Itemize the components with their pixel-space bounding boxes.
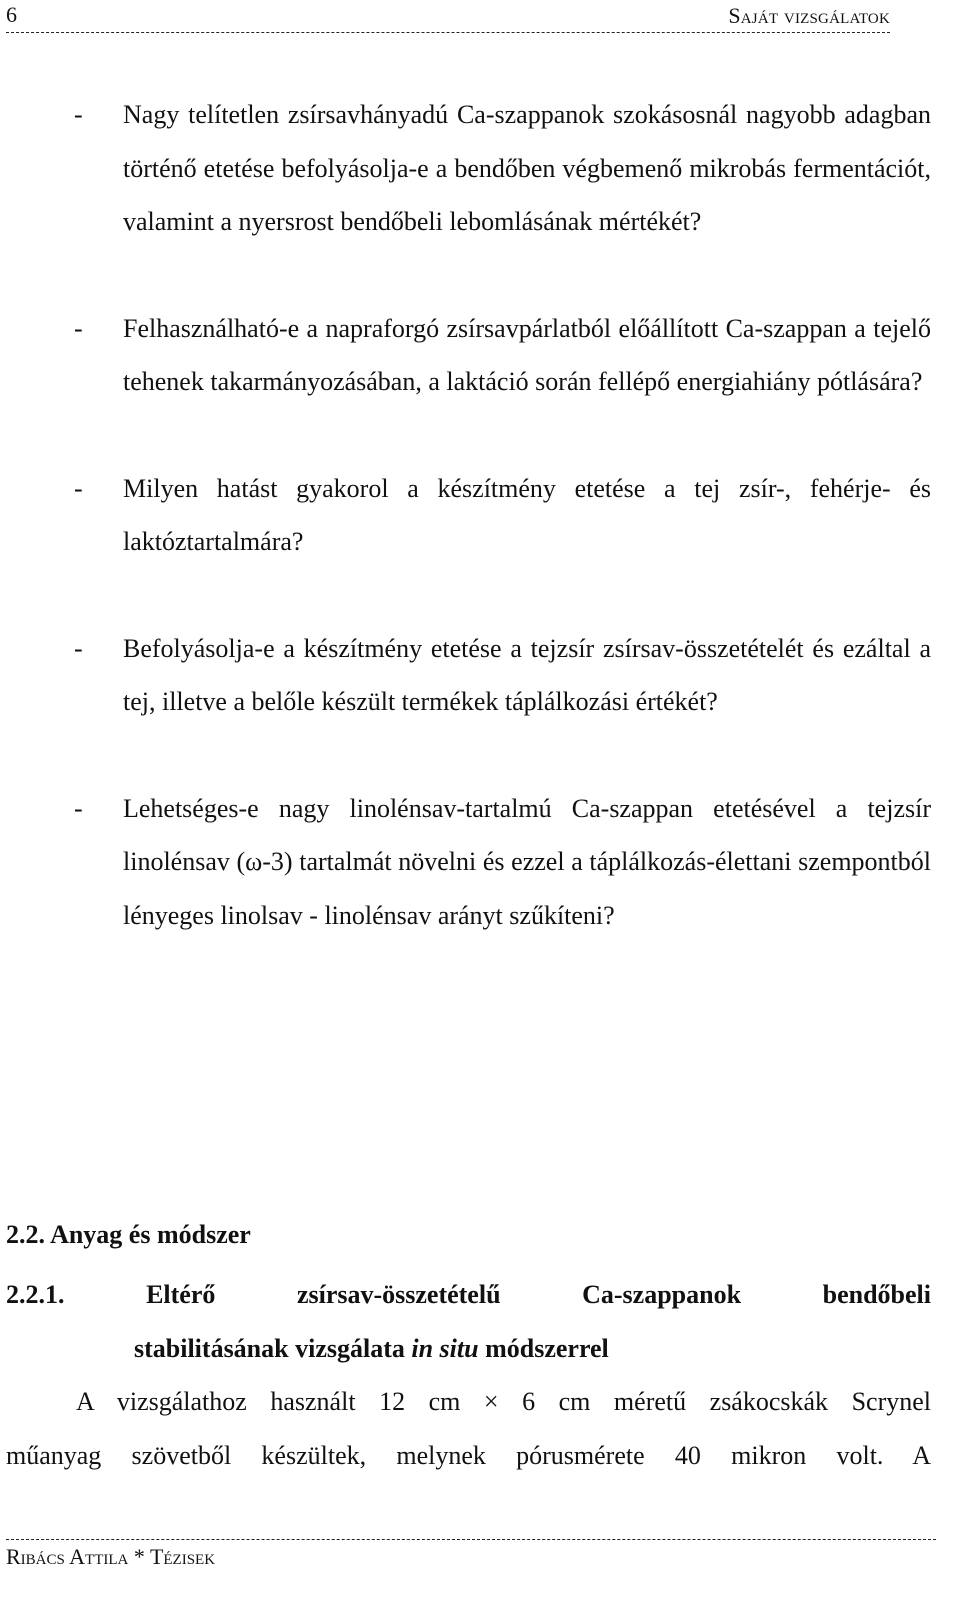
subsection-heading-line-1	[6, 1268, 931, 1322]
page-header	[6, 0, 890, 30]
page-footer: Ribács Attila * Tézisek	[6, 1544, 216, 1569]
research-questions-list	[0, 88, 960, 995]
list-bullet: -	[74, 793, 83, 823]
list-item	[74, 622, 931, 729]
list-item-text: Felhasználható-e a napraforgó zsírsavpárlatból előállított Ca-szappan a tejelő tehenek takarmányozásában, a laktáció során fellépő energiahiány pótlására?	[123, 313, 931, 396]
list-bullet: -	[74, 633, 83, 663]
subsection-text: stabilitásának vizsgálata	[134, 1333, 412, 1363]
body-paragraph	[6, 1375, 931, 1482]
list-item-text: Milyen hatást gyakorol a készítmény etetése a tej zsír-, fehérje- és laktóztartalmára?	[123, 473, 931, 556]
list-item	[74, 302, 931, 409]
subsection-heading	[6, 1268, 931, 1375]
list-item	[74, 782, 931, 943]
list-item	[74, 462, 931, 569]
footer-rule	[6, 1539, 936, 1540]
subsection-word: Ca-szappanok	[582, 1280, 742, 1309]
subsection-text: módszerrel	[478, 1333, 609, 1363]
subsection-word: zsírsav-összetételű	[296, 1280, 501, 1309]
subsection-number: 2.2.1.	[6, 1280, 65, 1309]
list-bullet: -	[74, 473, 83, 503]
list-item	[74, 88, 931, 249]
section-heading: 2.2. Anyag és módszer	[6, 1220, 251, 1249]
list-bullet: -	[74, 100, 83, 129]
list-item-text: Befolyásolja-e a készítmény etetése a tejzsír zsírsav-összetételét és ezáltal a tej, illetve a belőle készült termékek táplálkozási értékét?	[123, 633, 931, 716]
paragraph-line: műanyag szövetből készültek, melynek pórusmérete 40 mikron volt. A	[6, 1440, 931, 1470]
list-item-text: Lehetséges-e nagy linolénsav-tartalmú Ca-szappan etetésével a tejzsír linolénsav (ω-3) tartalmát növelni és ezzel a táplálkozás-élettani szempontból lényeges linolsav - linolénsav arányt szűkíteni?	[123, 793, 931, 930]
list-bullet: -	[74, 313, 83, 343]
running-title: Saját vizsgálatok	[728, 3, 890, 28]
list-item-text: Nagy telítetlen zsírsavhányadú Ca-szappanok szokásosnál nagyobb adagban történő etetése befolyásolja-e a bendőben végbemenő mikrobás fermentációt, valamint a nyersrost bendőbeli lebomlásának mértékét?	[123, 100, 931, 236]
subsection-word: Eltérő	[146, 1280, 216, 1309]
header-rule	[6, 32, 890, 33]
paragraph-line: A vizsgálathoz használt 12 cm × 6 cm méretű zsákocskák Scrynel	[76, 1387, 931, 1416]
subsection-italic-term: in situ	[411, 1333, 479, 1363]
subsection-word: bendőbeli	[822, 1280, 931, 1309]
subsection-heading-line-2	[6, 1322, 931, 1376]
page-number: 6	[6, 2, 17, 27]
